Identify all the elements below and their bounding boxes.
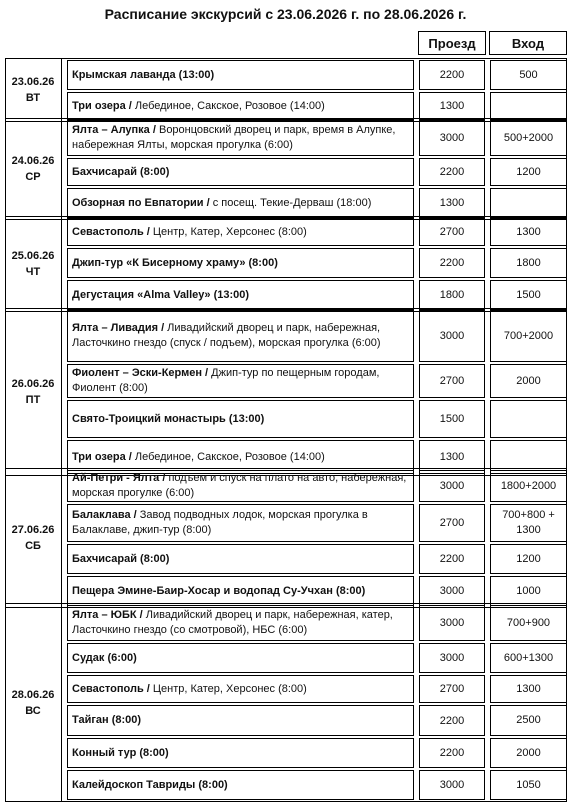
excursion-name: Ялта – Ливадия / [72, 322, 165, 334]
price-proezd: 2200 [419, 705, 485, 736]
day-section [5, 58, 567, 122]
price-proezd: 2700 [419, 364, 485, 398]
excursion-name: Три озера / [72, 99, 132, 112]
excursion-description [67, 92, 414, 120]
header-proezd: Проезд [418, 31, 486, 55]
excursion-row [67, 470, 567, 502]
price-proezd: 2200 [419, 158, 485, 186]
day-date-cell [5, 468, 62, 608]
excursion-description [67, 544, 414, 574]
excursion-name: Дегустация «Alma Valley» (13:00) [72, 288, 250, 301]
price-proezd: 1300 [419, 440, 485, 474]
price-proezd: 2700 [419, 504, 485, 542]
price-vhod: 700+800 + 1300 [490, 504, 567, 542]
excursion-row [67, 364, 567, 398]
day-weekday: ЧТ [25, 266, 41, 278]
day-section [5, 468, 567, 608]
price-proezd: 1300 [419, 188, 485, 218]
day-weekday: СР [25, 171, 41, 183]
excursion-description [67, 504, 414, 542]
excursion-description [67, 675, 414, 703]
price-vhod: 2000 [490, 364, 567, 398]
day-date: 26.06.26 [11, 378, 55, 390]
price-proezd: 3000 [419, 643, 485, 673]
excursion-row [67, 120, 567, 156]
excursion-name: Фиолент – Эски-Кермен / [72, 367, 209, 379]
excursion-name: Джип-тур «К Бисерному храму» (8:00) [72, 256, 278, 269]
price-proezd: 2200 [419, 248, 485, 278]
excursion-description [67, 643, 414, 673]
excursion-row [67, 60, 567, 90]
excursion-description [67, 218, 414, 246]
excursion-name: Обзорная по Евпатории / [72, 196, 210, 209]
excursion-name: Ялта – Алупка / [72, 124, 156, 136]
day-weekday: ВТ [25, 92, 41, 104]
day-date-cell [5, 58, 62, 122]
excursion-row [67, 158, 567, 186]
price-vhod: 1200 [490, 158, 567, 186]
excursion-row [67, 705, 567, 736]
price-proezd: 3000 [419, 770, 485, 800]
excursion-row [67, 643, 567, 673]
price-vhod [490, 92, 567, 120]
price-proezd: 2200 [419, 60, 485, 90]
price-vhod: 1300 [490, 675, 567, 703]
excursion-description [67, 120, 414, 156]
excursion-description [67, 705, 414, 736]
day-weekday: СБ [25, 540, 41, 552]
excursion-name: Конный тур (8:00) [72, 746, 169, 759]
excursion-row [67, 544, 567, 574]
excursion-name: Севастополь / [72, 225, 150, 238]
excursion-details: подъем и спуск на плато на авто, набережная, морская прогулке (6:00) [72, 472, 407, 499]
day-date: 24.06.26 [11, 155, 55, 167]
excursion-description [67, 60, 414, 90]
excursion-description [67, 605, 414, 641]
price-vhod: 1300 [490, 218, 567, 246]
price-proezd: 3000 [419, 605, 485, 641]
price-proezd: 1500 [419, 400, 485, 438]
excursion-details: с посещ. Текие-Дерваш (18:00) [209, 196, 372, 209]
price-proezd: 2200 [419, 738, 485, 768]
day-section [5, 216, 567, 312]
excursion-name: Свято-Троицкий монастырь (13:00) [72, 412, 265, 425]
price-vhod: 2500 [490, 705, 567, 736]
day-date: 23.06.26 [11, 76, 55, 88]
price-vhod: 500+2000 [490, 120, 567, 156]
day-date: 27.06.26 [11, 524, 55, 536]
excursion-name: Судак (6:00) [72, 651, 137, 664]
excursion-details: Ливадийский дворец и парк, набережная, Ласточкино гнездо (спуск / подъем), морская прогулка (6:00) [72, 322, 381, 349]
price-vhod: 1000 [490, 576, 567, 606]
excursion-name: Севастополь / [72, 682, 150, 695]
excursion-row [67, 605, 567, 641]
excursion-row [67, 248, 567, 278]
excursion-name: Пещера Эмине-Баир-Хосар и водопад Су-Учхан (8:00) [72, 584, 366, 597]
excursion-description [67, 470, 414, 502]
excursion-row [67, 188, 567, 218]
excursion-details: Центр, Катер, Херсонес (8:00) [149, 682, 307, 695]
excursion-row [67, 400, 567, 438]
day-weekday: ВС [25, 704, 41, 717]
excursion-details: Ливадийский дворец и парк, набережная, катер, Ласточкино гнездо (со смотровой), НБС (6:00) [72, 609, 393, 636]
excursion-description [67, 280, 414, 310]
price-vhod: 700+900 [490, 605, 567, 641]
price-vhod: 1800 [490, 248, 567, 278]
price-vhod: 2000 [490, 738, 567, 768]
price-proezd: 3000 [419, 470, 485, 502]
excursion-details: Лебединое, Сакское, Розовое (14:00) [131, 99, 325, 112]
excursion-description [67, 158, 414, 186]
day-date-cell [5, 216, 62, 312]
price-vhod [490, 400, 567, 438]
excursion-row [67, 576, 567, 606]
day-section [5, 118, 567, 220]
day-date-cell [5, 308, 62, 476]
excursion-row [67, 770, 567, 800]
excursion-description [67, 188, 414, 218]
excursion-description [67, 576, 414, 606]
excursion-name: Ай-Петри - Ялта / [72, 472, 166, 484]
excursion-description [67, 364, 414, 398]
excursion-row [67, 280, 567, 310]
price-proezd: 2700 [419, 675, 485, 703]
excursion-name: Бахчисарай (8:00) [72, 552, 170, 565]
day-section [5, 603, 567, 802]
excursion-name: Тайган (8:00) [72, 714, 142, 726]
price-proezd: 2700 [419, 218, 485, 246]
price-vhod: 1800+2000 [490, 470, 567, 502]
excursion-row [67, 218, 567, 246]
page-title: Расписание экскурсий с 23.06.2026 г. по 28.06.2026 г. [104, 6, 467, 22]
excursion-name: Калейдоскоп Тавриды (8:00) [72, 778, 228, 791]
price-vhod: 1200 [490, 544, 567, 574]
excursion-name: Крымская лаванда (13:00) [72, 68, 215, 81]
price-vhod: 1050 [490, 770, 567, 800]
excursion-row [67, 504, 567, 542]
day-date-cell [5, 118, 62, 220]
price-vhod [490, 188, 567, 218]
excursion-row [67, 738, 567, 768]
excursion-details: Воронцовский дворец и парк, время в Алупке, набережная Ялты, морская прогулка (6:00) [72, 124, 396, 151]
excursion-name: Балаклава / [72, 509, 137, 521]
price-vhod: 700+2000 [490, 310, 567, 362]
excursion-description [67, 770, 414, 800]
day-date: 28.06.26 [11, 688, 55, 701]
excursion-details: Джип-тур по пещерным городам, Фиолент (8:00) [72, 367, 380, 394]
excursion-details: Центр, Катер, Херсонес (8:00) [149, 225, 307, 238]
excursion-row [67, 675, 567, 703]
excursion-row [67, 310, 567, 362]
excursion-details: Завод подводных лодок, морская прогулка в Балаклаве, джип-тур (8:00) [72, 509, 368, 536]
price-proezd: 3000 [419, 120, 485, 156]
excursion-description [67, 400, 414, 438]
price-proezd: 1800 [419, 280, 485, 310]
day-weekday: ПТ [25, 394, 41, 406]
price-vhod: 1500 [490, 280, 567, 310]
excursion-row [67, 92, 567, 120]
excursion-name: Три озера / [72, 450, 132, 463]
excursion-description [67, 738, 414, 768]
excursion-details: Лебединое, Сакское, Розовое (14:00) [131, 450, 325, 463]
price-vhod: 500 [490, 60, 567, 90]
excursion-name: Бахчисарай (8:00) [72, 165, 170, 178]
excursion-description [67, 248, 414, 278]
price-vhod: 600+1300 [490, 643, 567, 673]
header-vhod: Вход [489, 31, 567, 55]
day-section [5, 308, 567, 476]
price-proezd: 3000 [419, 310, 485, 362]
day-date-cell [5, 603, 62, 802]
price-proezd: 3000 [419, 576, 485, 606]
price-proezd: 1300 [419, 92, 485, 120]
day-date: 25.06.26 [11, 250, 55, 262]
excursion-description [67, 310, 414, 362]
price-proezd: 2200 [419, 544, 485, 574]
excursion-name: Ялта – ЮБК / [72, 609, 143, 621]
